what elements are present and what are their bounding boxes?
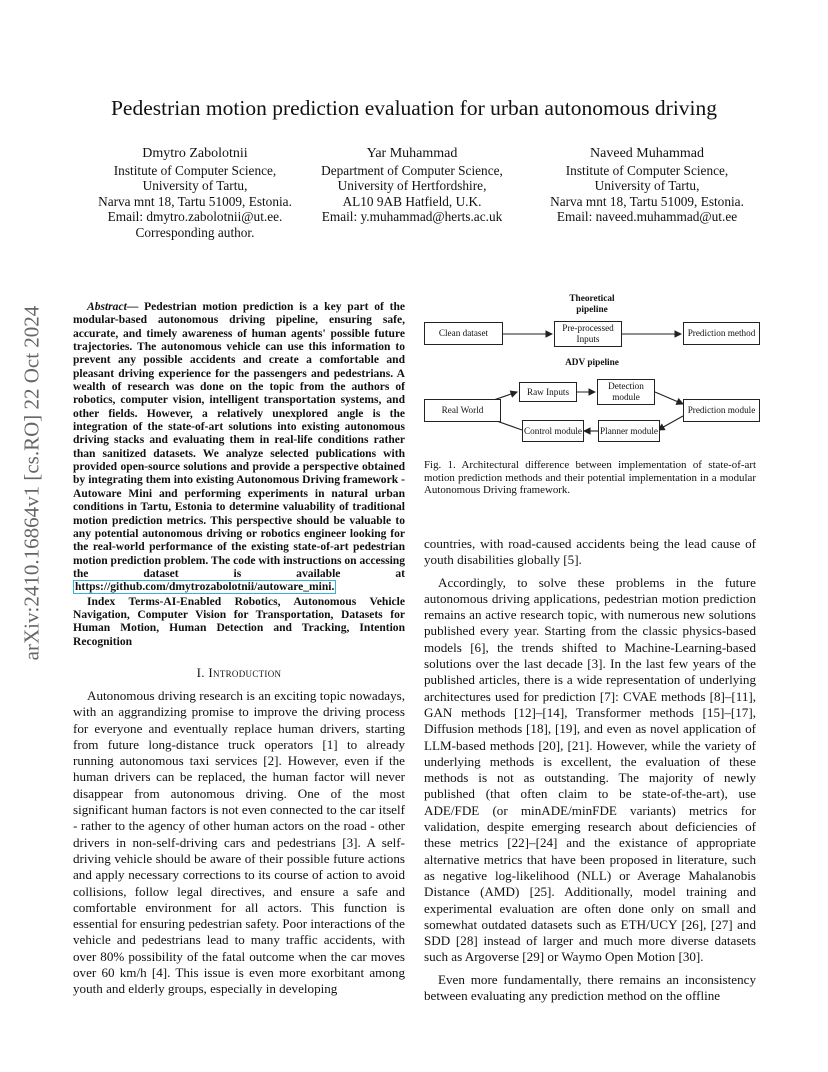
paragraph-text: countries, with road-caused accidents being the lead cause of youth disabilities globally [5].: [424, 536, 756, 568]
abstract-lead: Abstract: [87, 301, 127, 313]
detection-module-box: Detection module: [597, 379, 655, 405]
prediction-method-box: Prediction method: [683, 322, 760, 345]
adv-pipeline-label: ADV pipeline: [565, 358, 619, 368]
author-name: Naveed Muhammad: [590, 146, 704, 161]
figure-caption: Fig. 1. Architectural difference between implementation of state-of-art motion prediction methods and their potential implementation in a modular Autonomous Driving framework.: [424, 459, 756, 497]
abstract-text: Pedestrian motion prediction is a key part of the modular-based autonomous driving pipeline, ensuring safe, accurate, and timely awareness of human agents' possible future trajectories. The autonomous vehicle can use this information to prevent any possible accidents and create a comfortable and pleasant driving experience for the passengers and pedestrians. A wealth of research was done on the topic from the authors of robotics, computer vision, intelligent transportation systems, and other fields. However, a relatively unexplored angle is the integration of the state-of-art solutions into existing autonomous driving stacks and evaluating them in real-life conditions rather than sanitized datasets. We analyze selected publications with provided open-source solutions and provide a perspective obtained by integrating them into existing Autonomous Driving framework - Autoware Mini and performing experiments in natural urban conditions in Tartu, Estonia to determine valuability of traditional motion prediction metrics. This perspective should be valuable to any potential autonomous driving or robotics engineer looking for the real-world performance of the existing state-of-art pedestrian motion prediction problem. The code with instructions on accessing the dataset is available at: [73, 301, 405, 580]
author-name: Dmytro Zabolotnii: [142, 146, 248, 161]
code-link[interactable]: https://github.com/dmytrozabolotnii/autoware_mini.: [75, 581, 335, 594]
index-terms: Index Terms-AI-Enabled Robotics, Autonomous Vehicle Navigation, Computer Vision for Transportation, Datasets for Human Motion, Human Detection and Tracking, Intention Recognition: [73, 595, 405, 648]
arxiv-stamp-text: arXiv:2410.16864v1 [cs.RO] 22 Oct 2024: [19, 305, 44, 661]
author-block-2: [282, 146, 542, 225]
intro-paragraphs-right: [424, 536, 756, 1004]
author-affiliation-line: University of Tartu,: [142, 178, 248, 193]
figure-1: [420, 290, 760, 450]
author-email[interactable]: Email: dmytro.zabolotnii@ut.ee.: [107, 209, 283, 224]
theoretical-pipeline-label: Theoretical pipeline: [569, 294, 615, 315]
prediction-module-box: Prediction module: [683, 399, 760, 422]
clean-dataset-box: Clean dataset: [424, 322, 503, 345]
author-affiliation-line: Narva mnt 18, Tartu 51009, Estonia.: [550, 193, 744, 209]
author-affiliation-line: Institute of Computer Science,: [565, 162, 729, 178]
paragraph-text: Accordingly, to solve these problems in the future autonomous driving applications, pedestrian motion prediction remains an active research topic, with numerous new solutions published every year. Starting from the classic physics-based models [6], the trends shifted to Machine-Learning-based solutions over the last decade [3]. In the last few years of the published articles, there is a wide representation of underlying architectures used for prediction [7]: CVAE methods [8]–[11], GAN methods [12]–[14], Transformer methods [15]–[17], Diffusion methods [18], [19], and even as novel application of LLM-based methods [20], [21]. However, while the variety of underlying methods is excellent, the evaluation of these methods is not as outstanding. The majority of newly published (that often claim to be state-of-the-art), use ADE/FDE (or minADE/minFDE variants) metrics for validation, despite emerging research about deficiencies of these metrics [22]–[24] and the existance of appropriate alternative metrics that have been proposed in literature, such as negative log-likelihood (NLL) or Average Mahalanobis Distance (AMD) [25]. Additionally, model training and experimental evaluation are often done only on small and somewhat outdated datasets such as ETH/UCY [26], [27] and SDD [28] instead of larger and much more diverse datasets such as Argoverse [29] or Waymo Open Motion [30].: [424, 574, 756, 965]
paper-title: Pedestrian motion prediction evaluation for urban autonomous driving: [110, 96, 718, 120]
control-module-box: Control module: [522, 420, 584, 442]
arrow: [655, 392, 683, 404]
paragraph-text: Even more fundamentally, there remains an inconsistency between evaluating any prediction method on the offline: [424, 971, 756, 1004]
author-affiliation-line: University of Hertfordshire,: [337, 178, 487, 193]
author-note: Corresponding author.: [135, 224, 255, 240]
intro-paragraph-left: [73, 688, 405, 998]
abstract: Abstract— Pedestrian motion prediction is a key part of the modular-based autonomous driving pipeline, ensuring safe, accurate, and timely awareness of human agents' possible future trajectories. The autonomous vehicle can use this information to prevent any possible accidents and create a comfortable and pleasant driving experience for the passengers and pedestrians. A wealth of research was done on the topic from the authors of robotics, computer vision, intelligent transportation systems, and other fields. However, a relatively unexplored angle is the integration of the state-of-art solutions into existing autonomous driving stacks and evaluating them in real-life conditions rather than sanitized datasets. We analyze selected publications with provided open-source solutions and provide a perspective obtained by integrating them into existing Autonomous Driving framework - Autoware Mini and performing experiments in natural urban conditions in Tartu, Estonia to determine valuability of traditional motion prediction metrics. This perspective should be valuable to any potential autonomous driving or robotics engineer looking for the real-world performance of the existing state-of-art pedestrian motion prediction problem. The code with instructions on accessing the dataset is available at https://github.com/dmytrozabolotnii/autoware_mini. Index Terms-AI-Enabled Robotics, Autonomous Vehicle Navigation, Computer Vision for Transportation, Datasets for Human Motion, Human Detection and Tracking, Intention Recognition: [73, 301, 405, 648]
real-world-box: Real World: [424, 399, 501, 422]
planner-module-box: Planner module: [598, 420, 660, 442]
author-affiliation-line: AL10 9AB Hatfield, U.K.: [342, 193, 482, 209]
arxiv-stamp: [18, 290, 46, 676]
author-email[interactable]: Email: y.muhammad@herts.ac.uk: [321, 209, 503, 224]
author-affiliation-line: Institute of Computer Science,: [113, 162, 277, 178]
author-email[interactable]: Email: naveed.muhammad@ut.ee: [556, 209, 738, 224]
author-name: Yar Muhammad: [366, 146, 458, 161]
preprocessed-inputs-box: Pre-processed Inputs: [554, 321, 622, 347]
section-heading: I. Introduction: [196, 665, 282, 680]
paragraph-text: Autonomous driving research is an exciting topic nowadays, with an aggrandizing promise to improve the driving process for everyone and eventually replace human drivers, starting from future long-distance truck operators [1] to already running autonomous taxi services [2]. However, even if the human drivers can be replaced, the human factor will never disappear from autonomous driving. One of the most significant human factors is not even connected to the car itself - rather to the agency of other human actors on the road - other drivers in non-self-driving cars and pedestrians [3]. A self-driving vehicle should be aware of their possible future actions and apply necessary corrections to its course of action to avoid collisions, follow legal directives, and ensure a safe and comfortable environment for all actors. This function is essential for ensuring pedestrian safety. Poor interactions of the vehicle and pedestrians lead to many traffic accidents, with over 80% possibility of the fatal outcome when the car moves over 60 km/h [4]. This issue is even more exorbitant among youth and elderly groups, especially in developing: [73, 688, 405, 997]
author-affiliation-line: Department of Computer Science,: [321, 162, 503, 178]
raw-inputs-box: Raw Inputs: [519, 382, 577, 402]
arrow: [658, 416, 683, 430]
author-affiliation-line: Narva mnt 18, Tartu 51009, Estonia.: [98, 193, 292, 209]
author-block-3: [517, 146, 777, 225]
author-affiliation-line: University of Tartu,: [594, 178, 700, 193]
